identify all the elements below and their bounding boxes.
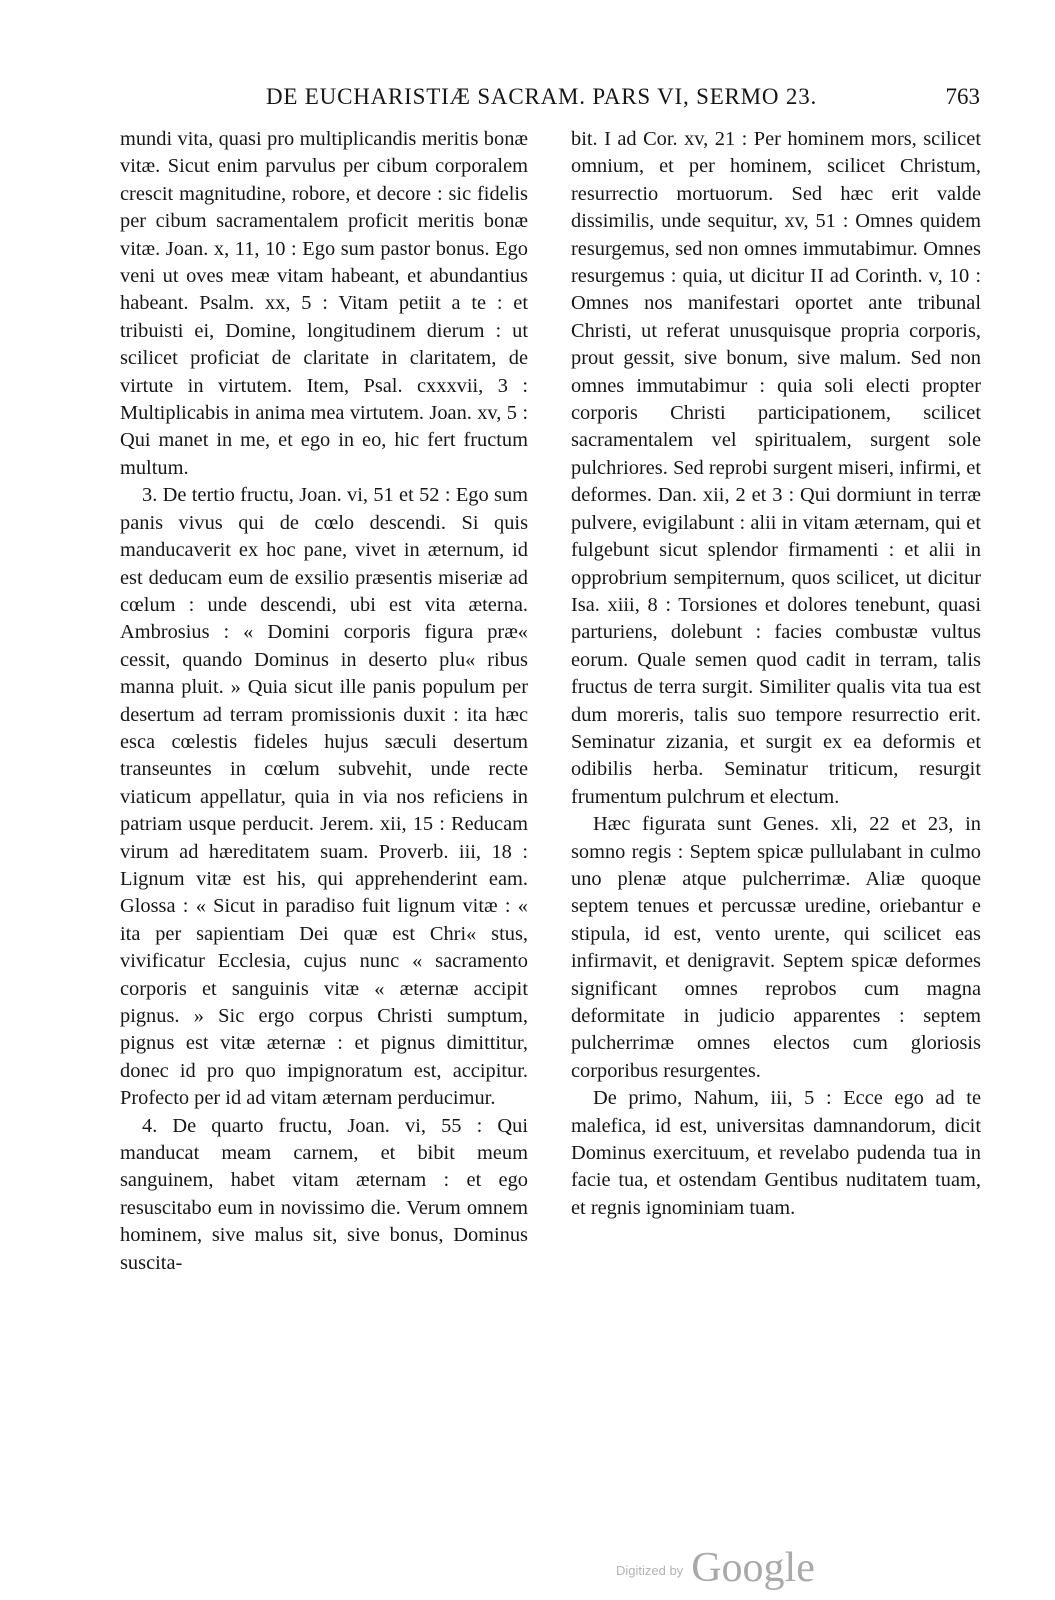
page-number: 763: [945, 84, 980, 109]
running-title: DE EUCHARISTIÆ SACRAM. PARS VI, SERMO 23.: [266, 84, 818, 109]
paragraph: mundi vita, quasi pro multiplicandis meritis bonæ vitæ. Sicut enim parvulus per cibum corporalem crescit magnitudine, robore, et decore : sic fidelis per cibum sacramentalem proficit meritis bonæ vitæ. Joan. x, 11, 10 : Ego sum pastor bonus. Ego veni ut oves meæ vitam habeant, et abundantius habeant. Psalm. xx, 5 : Vitam petiit a te : et tribuisti ei, Domine, longitudinem dierum : ut scilicet proficiat de claritate in claritatem, de virtute in virtutem. Item, Psal. cxxxvii, 3 : Multiplicabis in anima mea virtutem. Joan. xv, 5 : Qui manet in me, et ego in eo, hic fert fructum multum.: [120, 128, 528, 479]
digitized-label: Digitized by: [616, 1563, 684, 1578]
paragraph: 3. De tertio fructu, Joan. vi, 51 et 52 : Ego sum panis vivus qui de cœlo descendi. Si quis manducaverit ex hoc pane, vivet in æternum, id est deducam eum de exsilio præsentis miseriæ ad cœlum : unde descendi, ubi est vita æterna. Ambrosius : « Domini corporis figura præ« cessit, quando Dominus in deserto plu« ribus manna pluit. » Quia sicut ille panis populum per desertum ad terram promissionis duxit : ita hæc esca cœlestis fideles hujus sæculi desertum transeuntes in cœlum subvehit, unde recte viaticum appellatur, quia in via nos reficiens in patriam usque perducit. Jerem. xii, 15 : Reducam virum ad hæreditatem suam. Proverb. iii, 18 : Lignum vitæ est his, qui apprehenderint eam. Glossa : « Sicut in paradiso fuit lignum vitæ : « ita per sapientiam Dei quæ est Chri« stus, vivificatur Ecclesia, cujus nunc « sacramento corporis et sanguinis vitæ « æternæ accipit pignus. » Sic ergo corpus Christi sumptum, pignus est vitæ æternæ : et pignus dimittitur, donec id pro quo impignoratum est, accipitur. Profecto per id ad vitam æternam perducimur.: [120, 484, 528, 1110]
right-column: [571, 126, 981, 1222]
digitized-watermark: [616, 1544, 856, 1590]
digitizer-logo: Google: [691, 1545, 815, 1591]
paragraph: De primo, Nahum, iii, 5 : Ecce ego ad te malefica, id est, universitas damnandorum, dicit Dominus exercituum, et revelabo pudenda tua in facie tua, et ostendam Gentibus nuditatem tuam, et regnis ignominiam tuam.: [571, 1087, 981, 1219]
left-column: [120, 126, 528, 1277]
running-header: [120, 84, 980, 116]
paragraph: Hæc figurata sunt Genes. xli, 22 et 23, in somno regis : Septem spicæ pullulabant in culmo uno plenæ atque pulcherrimæ. Aliæ quoque septem tenues et percussæ uredine, oriebantur e stipula, id est, vento urente, qui scilicet eas infirmavit, et denigravit. Septem spicæ deformes significant omnes reprobos cum magna deformitate in judicio apparentes : septem pulcherrimæ omnes electos cum gloriosis corporibus resurgentes.: [571, 813, 981, 1082]
paragraph: 4. De quarto fructu, Joan. vi, 55 : Qui manducat meam carnem, et bibit meum sanguinem, habet vitam æternam : et ego resuscitabo eum in novissimo die. Verum omnem hominem, sive malus sit, sive bonus, Dominus suscita-: [120, 1114, 528, 1274]
paragraph: bit. I ad Cor. xv, 21 : Per hominem mors, scilicet omnium, et per hominem, scilicet Christum, resurrectio mortuorum. Sed hæc erit valde dissimilis, unde sequitur, xv, 51 : Omnes quidem resurgemus, sed non omnes immutabimur. Omnes resurgemus : quia, ut dicitur II ad Corinth. v, 10 : Omnes nos manifestari oportet ante tribunal Christi, ut referat unusquisque propria corporis, prout gessit, sive bonum, sive malum. Sed non omnes immutabimur : quia soli electi propter corporis Christi participationem, scilicet sacramentalem vel spiritualem, surgent sole pulchriores. Sed reprobi surgent miseri, infirmi, et deformes. Dan. xii, 2 et 3 : Qui dormiunt in terræ pulvere, evigilabunt : alii in vitam æternam, qui et fulgebunt sicut splendor firmamenti : et alii in opprobrium sempiternum, quos scilicet, ut dicitur Isa. xiii, 8 : Torsiones et dolores tenebunt, quasi parturiens, dolebunt : facies combustæ vultus eorum. Quale semen quod cadit in terram, talis fructus de terra surgit. Similiter qualis vita tua est dum moreris, talis suo tempore resurrectio erit. Seminatur zizania, et surgit ex ea deformis et odibilis herba. Seminatur triticum, resurgit frumentum pulchrum et electum.: [571, 128, 981, 808]
